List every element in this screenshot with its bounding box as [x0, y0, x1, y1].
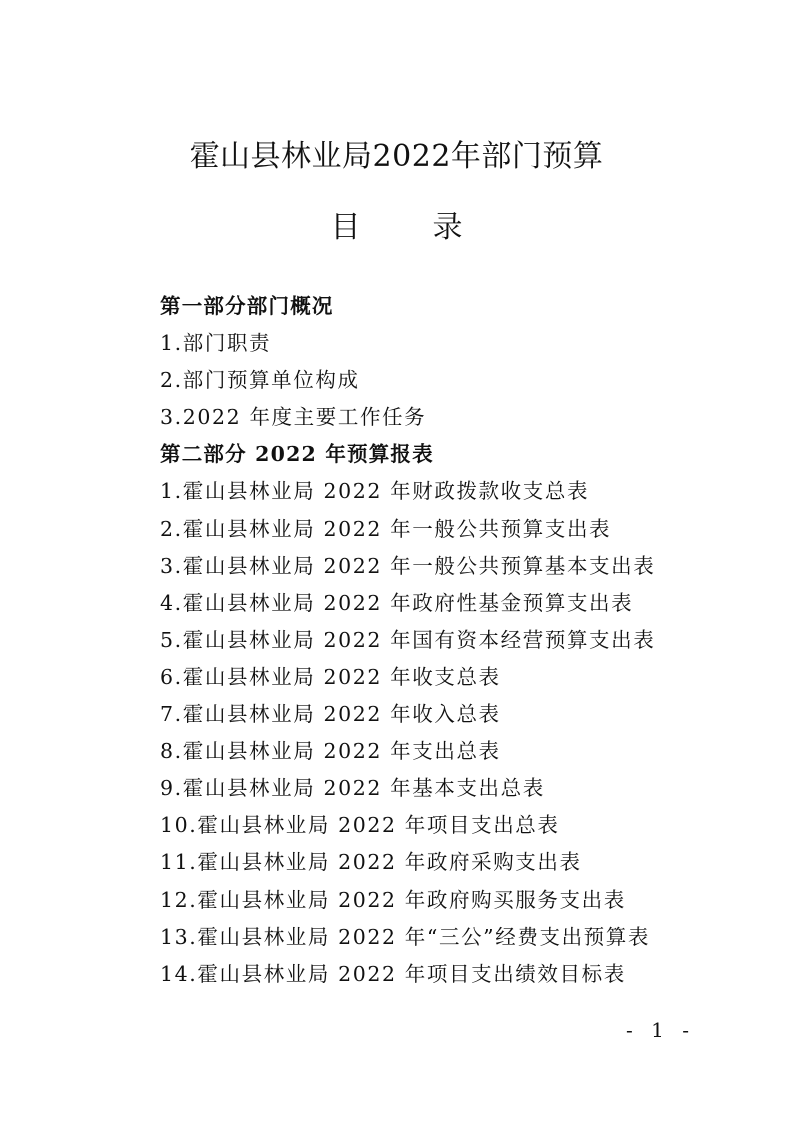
toc-item: 8.霍山县林业局 2022 年支出总表 [160, 739, 501, 764]
toc-item: 14.霍山县林业局 2022 年项目支出绩效目标表 [160, 961, 626, 986]
toc-item: 6.霍山县林业局 2022 年收支总表 [160, 664, 501, 689]
toc-item: 11.霍山县林业局 2022 年政府采购支出表 [160, 850, 582, 875]
toc-item: 2.部门预算单位构成 [160, 368, 360, 393]
toc-item: 7.霍山县林业局 2022 年收入总表 [160, 702, 501, 727]
toc-item: 13.霍山县林业局 2022 年“三公”经费支出预算表 [160, 924, 650, 949]
toc-item: 5.霍山县林业局 2022 年国有资本经营预算支出表 [160, 627, 656, 652]
toc-item: 4.霍山县林业局 2022 年政府性基金预算支出表 [160, 590, 634, 615]
toc-heading: 目录 [330, 210, 535, 245]
toc-section-heading-part2: 第二部分 2022 年预算报表 [160, 442, 434, 467]
toc-item: 3.2022 年度主要工作任务 [160, 405, 427, 430]
page-number: - 1 - [626, 1018, 695, 1042]
toc-item: 12.霍山县林业局 2022 年政府购买服务支出表 [160, 887, 626, 912]
table-of-contents [160, 288, 760, 993]
toc-item: 1.部门职责 [160, 331, 272, 356]
toc-item: 10.霍山县林业局 2022 年项目支出总表 [160, 813, 560, 838]
toc-item: 1.霍山县林业局 2022 年财政拨款收支总表 [160, 479, 590, 504]
toc-section-heading-part1: 第一部分部门概况 [160, 294, 334, 318]
toc-item: 9.霍山县林业局 2022 年基本支出总表 [160, 776, 545, 801]
toc-item: 2.霍山县林业局 2022 年一般公共预算支出表 [160, 516, 612, 541]
document-title: 霍山县林业局2022年部门预算 [189, 139, 604, 174]
toc-item: 3.霍山县林业局 2022 年一般公共预算基本支出表 [160, 553, 656, 578]
